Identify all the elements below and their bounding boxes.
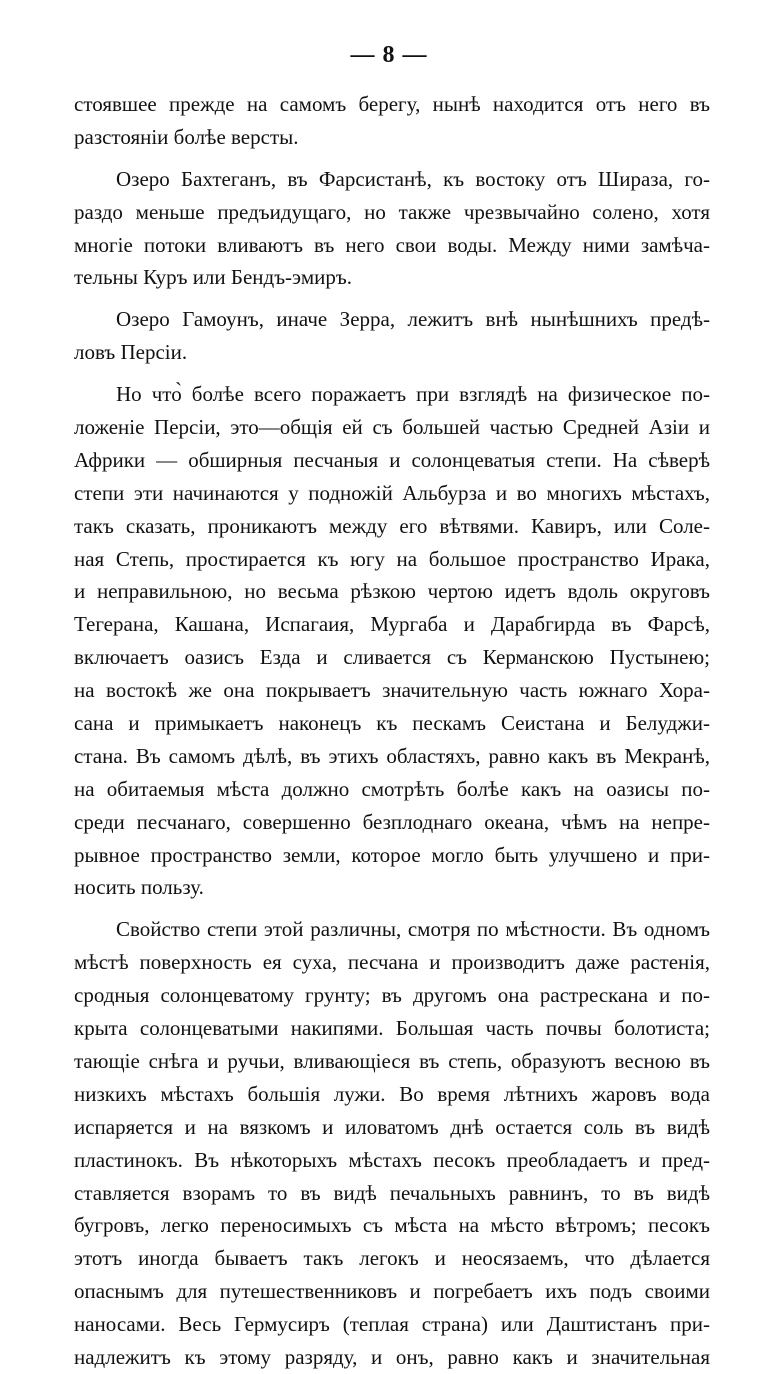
text-line: надлежитъ къ этому разряду, и онъ, равно какъ и значительная xyxy=(74,1344,710,1369)
text-line: низкихъ мѣстахъ большія лужи. Во время лѣтнихъ жаровъ вода xyxy=(74,1081,710,1106)
text-line: включаетъ оазисъ Езда и сливается съ Керманскою Пустынею; xyxy=(74,645,710,670)
text-line: степи эти начинаются у подножій Альбурза и во многихъ мѣстахъ, xyxy=(74,480,710,505)
text-line: ложеніе Персіи, это—общія ей съ большей частью Средней Азіи и xyxy=(74,415,710,440)
text-line: сродныя солонцеватому грунту; въ другомъ она растрескана и по- xyxy=(74,983,710,1008)
text-line: раздо меньше предъидущаго, но также чрезвычайно солено, хотя xyxy=(74,199,710,224)
text-line: тающіе снѣга и ручьи, вливающіеся въ степь, образуютъ весною въ xyxy=(74,1048,710,1073)
text-line: бугровъ, легко переносимыхъ съ мѣста на мѣсто вѣтромъ; песокъ xyxy=(74,1213,710,1238)
paragraph xyxy=(74,913,710,1373)
text-line: стана. Въ самомъ дѣлѣ, въ этихъ областяхъ, равно какъ въ Мекранѣ, xyxy=(74,743,710,768)
text-line: на обитаемыя мѣста должно смотрѣть болѣе какъ на оазисы по- xyxy=(74,776,710,801)
text-line: этотъ иногда бываетъ такъ легокъ и неосязаемъ, что дѣлается xyxy=(74,1246,710,1271)
text-line: испаряется и на вязкомъ и иловатомъ днѣ остается соль въ видѣ xyxy=(74,1114,710,1139)
text-line: разстояніи болѣе версты. xyxy=(74,124,299,149)
text-line: на востокѣ же она покрываетъ значительную часть южнаго Хора- xyxy=(74,678,710,703)
text-line: Но что̀ болѣе всего поражаетъ при взглядѣ на физическое по- xyxy=(116,382,710,407)
text-line: Озеро Бахтеганъ, въ Фарсистанѣ, къ востоку отъ Шираза, го- xyxy=(116,166,710,191)
text-line: Тегерана, Кашана, Испагаия, Мургаба и Дарабгирда въ Фарсѣ, xyxy=(74,612,710,637)
text-line: ная Степь, простирается къ югу на большое пространство Ирака, xyxy=(74,546,710,571)
text-line: ставляется взорамъ то въ видѣ печальныхъ равнинъ, то въ видѣ xyxy=(74,1180,710,1205)
text-line: Африки — обширныя песчаныя и солонцеватыя степи. На сѣверѣ xyxy=(74,447,710,472)
text-line: стоявшее прежде на самомъ берегу, нынѣ находится отъ него въ xyxy=(74,92,710,116)
paragraph xyxy=(74,163,710,295)
text-line: и неправильною, но весьма рѣзкою чертою идетъ вдоль округовъ xyxy=(74,579,710,604)
text-line: Озеро Гамоунъ, иначе Зерра, лежитъ внѣ нынѣшнихъ предѣ- xyxy=(116,307,710,332)
text-line: ловъ Персіи. xyxy=(74,340,188,365)
text-line: сана и примыкаетъ наконецъ къ пескамъ Сеистана и Белуджи- xyxy=(74,711,710,736)
text-line: пластинокъ. Въ нѣкоторыхъ мѣстахъ песокъ преобладаетъ и пред- xyxy=(74,1147,710,1172)
page-number: — 8 — xyxy=(350,42,428,68)
text-line: крыта солонцеватыми накипями. Большая часть почвы болотиста; xyxy=(74,1016,710,1041)
text-line: опаснымъ для путешественниковъ и погребаетъ ихъ подъ своими xyxy=(74,1279,710,1304)
paragraph xyxy=(74,378,710,904)
text-line: тельны Куръ или Бендъ-эмиръ. xyxy=(74,265,353,290)
text-line: рывное пространство земли, которое могло быть улучшено и при- xyxy=(74,842,710,867)
text-line: носить пользу. xyxy=(74,875,204,900)
text-line: Свойство степи этой различны, смотря по мѣстности. Въ одномъ xyxy=(116,917,710,942)
text-line: мѣстѣ поверхность ея суха, песчана и производитъ даже растенія, xyxy=(74,950,710,975)
paragraph xyxy=(74,88,710,154)
text-line: такъ сказать, проникаютъ между его вѣтвями. Кавиръ, или Соле- xyxy=(74,513,710,538)
text-line: наносами. Весь Гермусиръ (теплая страна) или Даштистанъ при- xyxy=(74,1312,710,1337)
paragraph xyxy=(74,303,710,369)
text-line: многіе потоки вливаютъ въ него свои воды. Между ними замѣча- xyxy=(74,232,710,257)
text-line: среди песчанаго, совершенно безплоднаго океана, чѣмъ на непре- xyxy=(74,809,710,834)
body-text xyxy=(74,88,710,1374)
